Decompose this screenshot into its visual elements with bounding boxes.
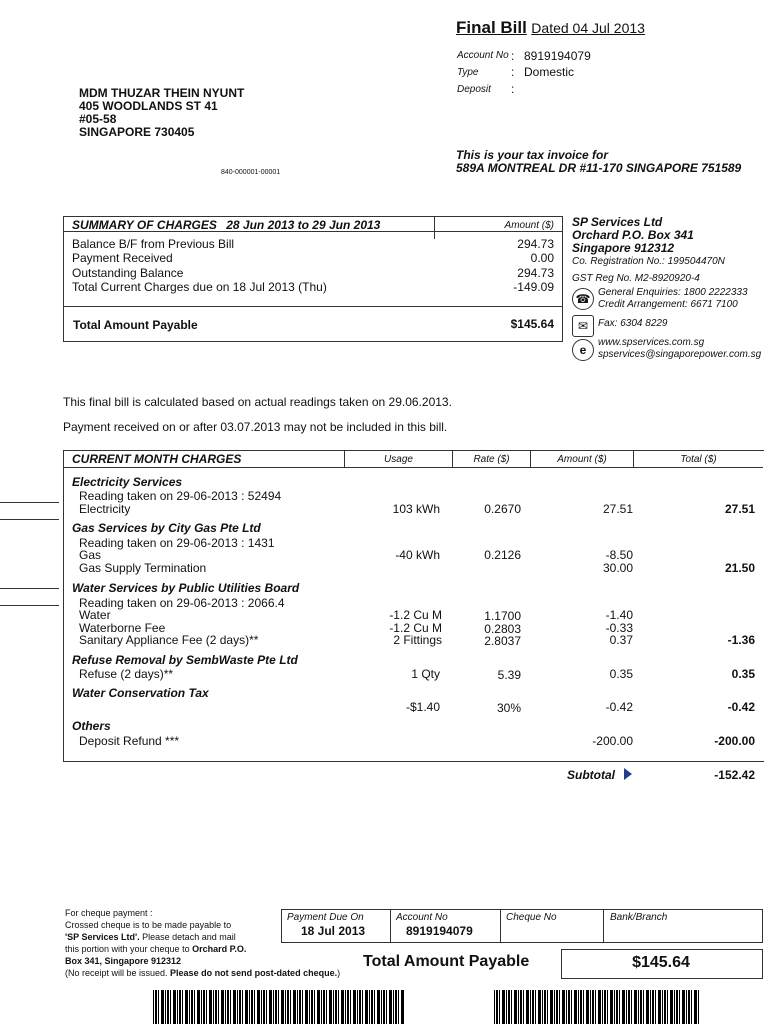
gas-rate: 0.2126 (484, 548, 521, 562)
payment-due-date: 18 Jul 2013 (301, 924, 366, 938)
sanitary-appliance-fee: Sanitary Appliance Fee (2 days)** (79, 633, 259, 647)
bill-title: Final Bill (456, 18, 527, 37)
company-block (572, 216, 694, 255)
others-heading: Others (72, 719, 111, 733)
type-value: Domestic (524, 65, 575, 79)
waterborne-usage: -1.2 Cu M (389, 621, 442, 635)
cheque-instruction-line (65, 931, 269, 943)
amount-header: Amount ($) (557, 454, 607, 465)
mailing-address-line: Box 341, Singapore 912312 (65, 956, 182, 966)
cheque-instruction-line (65, 943, 269, 955)
email: spservices@singaporepower.com.sg (598, 349, 762, 360)
type-sep: : (511, 65, 515, 79)
cheque-warning: Please do not send post-dated cheque. (170, 968, 338, 978)
sanitary-usage: 2 Fittings (393, 633, 442, 647)
summary-row-amount: 0.00 (530, 251, 554, 265)
charges-title: CURRENT MONTH CHARGES (72, 452, 242, 466)
conservation-tax-usage: -$1.40 (405, 700, 440, 714)
tax-invoice-address: 589A MONTREAL DR #11-170 SINGAPORE 751589 (456, 161, 742, 175)
waterborne-amount: -0.33 (605, 621, 633, 635)
mailing-address: Orchard P.O. (192, 944, 247, 954)
customer-address-line1: 405 WOODLANDS ST 41 (79, 99, 218, 113)
cheque-instruction-line: Crossed cheque is to be made payable to (65, 920, 232, 930)
company-address1: Orchard P.O. Box 341 (572, 228, 694, 242)
payment-due-label: Payment Due On (287, 912, 364, 923)
bill-note-payment: Payment received on or after 03.07.2013 may not be included in this bill. (63, 420, 448, 434)
slip-total-label: Total Amount Payable (363, 953, 530, 970)
electricity-total: 27.51 (724, 502, 755, 516)
cheque-instruction-text: ) (337, 968, 341, 978)
general-enquiries: General Enquiries: 1800 2222333 (598, 287, 748, 298)
gas-heading: Gas Services by City Gas Pte Ltd (72, 521, 261, 535)
summary-title-text: SUMMARY OF CHARGES (72, 218, 217, 232)
deposit-sep: : (511, 82, 515, 96)
account-no-sep: : (511, 49, 515, 63)
subtotal-label: Subtotal (567, 768, 615, 782)
usage-header: Usage (384, 454, 413, 465)
credit-arrangement: Credit Arrangement: 6671 7100 (598, 299, 738, 310)
cheque-instruction-text: (No receipt will be issued. (65, 968, 171, 978)
gas-reading: Reading taken on 29-06-2013 : 1431 (79, 536, 275, 550)
total-header: Total ($) (680, 454, 717, 465)
tax-invoice-line1: This is your tax invoice for (456, 148, 609, 162)
electricity-amount: 27.51 (602, 502, 633, 516)
fold-mark (0, 519, 59, 520)
web-email-icon: e (572, 339, 594, 361)
summary-row-amount: 294.73 (517, 266, 554, 280)
company-name: SP Services Ltd (572, 215, 663, 229)
refuse-amount: 0.35 (609, 667, 633, 681)
barcode-icon (153, 990, 405, 1024)
fax-icon: ✉ (572, 315, 594, 337)
telephone-icon: ☎ (572, 288, 594, 310)
summary-row-amount: 294.73 (517, 237, 554, 251)
fold-mark (0, 502, 59, 503)
bill-note-readings: This final bill is calculated based on actual readings taken on 29.06.2013. (63, 395, 452, 409)
bill-title-block (456, 18, 645, 38)
water-total: -1.36 (727, 633, 755, 647)
summary-row-label: Payment Received (72, 251, 173, 265)
electricity-reading: Reading taken on 29-06-2013 : 52494 (79, 489, 282, 503)
cheque-instruction-line: For cheque payment : (65, 908, 153, 918)
slip-divider (603, 909, 604, 942)
subtotal-arrow-icon (624, 768, 632, 780)
conservation-tax-total: -0.42 (727, 700, 755, 714)
gas-termination-amount: 30.00 (602, 561, 633, 575)
water-amount: -1.40 (605, 608, 633, 622)
summary-row-amount: -149.09 (513, 280, 554, 294)
conservation-tax-rate: 30% (496, 701, 521, 715)
waterborne-fee: Waterborne Fee (79, 621, 166, 635)
summary-row-label: Balance B/F from Previous Bill (72, 237, 235, 251)
customer-address (79, 87, 244, 139)
water-item: Water (79, 608, 111, 622)
fax-number: Fax: 6304 8229 (598, 318, 668, 329)
refuse-item: Refuse (2 days)** (79, 667, 174, 681)
cheque-instruction-text: this portion with your cheque to (65, 944, 193, 954)
summary-total-amount: $145.64 (510, 317, 554, 331)
conservation-tax-heading: Water Conservation Tax (72, 686, 209, 700)
cheque-instruction-line (65, 967, 341, 979)
deposit-refund-item: Deposit Refund *** (79, 734, 180, 748)
refuse-total: 0.35 (731, 667, 755, 681)
refuse-heading: Refuse Removal by SembWaste Pte Ltd (72, 653, 298, 667)
water-usage: -1.2 Cu M (389, 608, 442, 622)
electricity-rate: 0.2670 (484, 502, 521, 516)
cheque-no-label: Cheque No (506, 912, 557, 923)
type-label: Type (457, 67, 479, 78)
summary-row-label: Outstanding Balance (72, 266, 184, 280)
cheque-instruction-text: Please detach and mail (139, 932, 236, 942)
bank-branch-label: Bank/Branch (610, 912, 668, 923)
waterborne-rate: 0.2803 (484, 622, 521, 636)
summary-header-divider (434, 216, 435, 239)
company-address2: Singapore 912312 (572, 241, 675, 255)
electricity-item: Electricity (79, 502, 131, 516)
customer-address-line2: #05-58 (79, 112, 117, 126)
fold-mark (0, 605, 59, 606)
deposit-refund-amount: -200.00 (592, 734, 633, 748)
summary-row-label: Total Current Charges due on 18 Jul 2013 (Thu) (72, 280, 327, 294)
deposit-label: Deposit (457, 84, 491, 95)
electricity-usage: 103 kWh (392, 502, 440, 516)
gst-registration: GST Reg No. M2-8920920-4 (572, 273, 700, 284)
account-no-value: 8919194079 (524, 49, 591, 63)
gas-usage: -40 kWh (395, 548, 440, 562)
bill-date: Dated 04 Jul 2013 (531, 20, 645, 36)
web-contacts (598, 337, 761, 361)
rate-header: Rate ($) (473, 454, 510, 465)
summary-title (72, 218, 380, 232)
subtotal-amount: -152.42 (714, 768, 755, 782)
slip-total-amount: $145.64 (632, 954, 690, 971)
sanitary-amount: 0.37 (609, 633, 633, 647)
gas-amount: -8.50 (605, 548, 633, 562)
summary-total-rule (63, 306, 562, 307)
customer-reference: 840-000001-00001 (221, 169, 281, 176)
account-no-label: Account No (457, 50, 509, 61)
gas-total: 21.50 (724, 561, 755, 575)
gas-item: Gas (79, 548, 102, 562)
water-reading: Reading taken on 29-06-2013 : 2066.4 (79, 596, 285, 610)
electricity-heading: Electricity Services (72, 475, 183, 489)
customer-name: MDM THUZAR THEIN NYUNT (79, 86, 245, 100)
conservation-tax-amount: -0.42 (605, 700, 633, 714)
fold-mark (0, 588, 59, 589)
slip-divider (390, 909, 391, 942)
payee-name: 'SP Services Ltd'. (65, 932, 140, 942)
refuse-usage: 1 Qty (411, 667, 440, 681)
summary-period: 28 Jun 2013 to 29 Jun 2013 (226, 218, 381, 232)
company-registration: Co. Registration No.: 199504470N (572, 256, 725, 267)
customer-address-line3: SINGAPORE 730405 (79, 125, 195, 139)
refuse-rate: 5.39 (497, 668, 521, 682)
slip-divider (500, 909, 501, 942)
water-heading: Water Services by Public Utilities Board (72, 581, 300, 595)
barcode-icon (494, 990, 700, 1024)
summary-amount-header: Amount ($) (504, 220, 554, 231)
charges-header-rule (63, 467, 763, 468)
deposit-refund-total: -200.00 (714, 734, 755, 748)
gas-supply-termination: Gas Supply Termination (79, 561, 207, 575)
tax-invoice (456, 149, 741, 175)
summary-total-label: Total Amount Payable (73, 318, 198, 332)
slip-account-no: 8919194079 (406, 924, 473, 938)
slip-account-label: Account No (396, 912, 448, 923)
water-rate: 1.1700 (484, 609, 521, 623)
sanitary-rate: 2.8037 (484, 634, 521, 648)
phone-numbers (598, 287, 748, 311)
website: www.spservices.com.sg (598, 337, 705, 348)
